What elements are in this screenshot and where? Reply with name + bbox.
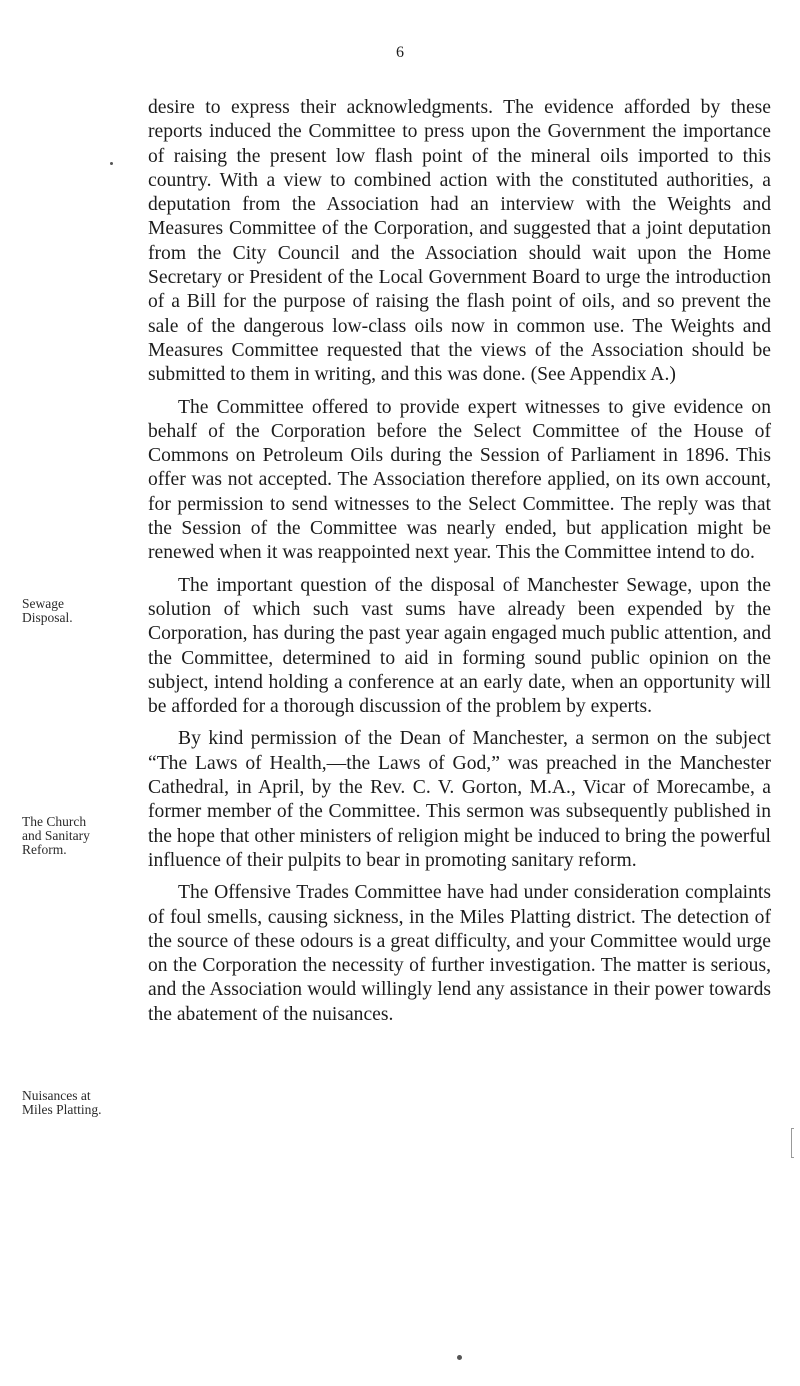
margin-note-nuisances-miles-platting [22,1089,130,1117]
margin-note-line: The Church [22,814,87,829]
page-number: 6 [396,44,404,61]
margin-note-line: and Sanitary [22,828,90,843]
scan-speck [110,162,113,165]
margin-note-line: Nuisances at [22,1088,91,1103]
margin-note-line: Miles Platting. [22,1102,102,1117]
margin-note-line: Sewage [22,596,64,611]
margin-note-line: Reform. [22,842,67,857]
paragraph-expert-witnesses: The Committee offered to provide expert witnesses to give evidence on behalf of the Corporation before the Select Committee of the House of Commons on Petroleum Oils during the Session of Parliament in 1896. This offer was not accepted. The Association therefore applied, on its own account, for permission to send witnesses to the Select Committee. The reply was that the Session of the Committee was nearly ended, but application might be renewed when it was reappointed next year. This the Committee intend to do. [148,396,771,564]
paragraph-sewage-disposal: The important question of the disposal of Manchester Sewage, upon the solution of which such vast sums have already been expended by the Corporation, has during the past year again engaged much public attention, and the Committee, determined to aid in forming sound public opinion on the subject, intend holding a conference at an early date, when an opportunity will be afforded for a thorough discussion of the problem by experts. [148,574,771,718]
margin-note-church-sanitary-reform [22,815,130,857]
paragraph-church-sermon: By kind permission of the Dean of Manchester, a sermon on the subject “The Laws of Health,—the Laws of God,” was preached in the Manchester Cathedral, in April, by the Rev. C. V. Gorton, M.A., Vicar of Morecambe, a former member of the Committee. This sermon was subsequently published in the hope that other ministers of religion might be induced to bring the powerful influence of their pulpits to bear in promoting sanitary reform. [148,728,771,871]
paragraph-miles-platting-nuisances: The Offensive Trades Committee have had under consideration complaints of foul smells, causing sickness, in the Miles Platting district. The detection of the source of these odours is a great difficulty, and your Committee would urge on the Corporation the necessity of further investigation. The matter is serious, and the Association would willingly lend any assistance in their power towards the abatement of the nuisances. [148,882,771,1025]
paragraph-petroleum-oils: desire to express their acknowledgments. The evidence afforded by these reports induced the Committee to press upon the Government the importance of raising the present low flash point of the mineral oils imported to this country. With a view to combined action with the constituted authorities, a deputation from the Association had an interview with the Weights and Measures Committee of the Corporation, and suggested that a joint deputation from the City Council and the Association should wait upon the Home Secretary or President of the Local Government Board to urge the introduction of a Bill for the purpose of raising the flash point of oils, and so prevent the sale of the dangerous low-class oils now in common use. The Weights and Measures Committee requested that the views of the Association should be submitted to them in writing, and this was done. (See Appendix A.) [148,97,771,386]
scan-speck [457,1355,462,1360]
scan-edge-mark [791,1128,794,1158]
margin-note-line: Disposal. [22,610,73,625]
margin-note-sewage-disposal [22,597,130,625]
body-text [148,96,771,1035]
